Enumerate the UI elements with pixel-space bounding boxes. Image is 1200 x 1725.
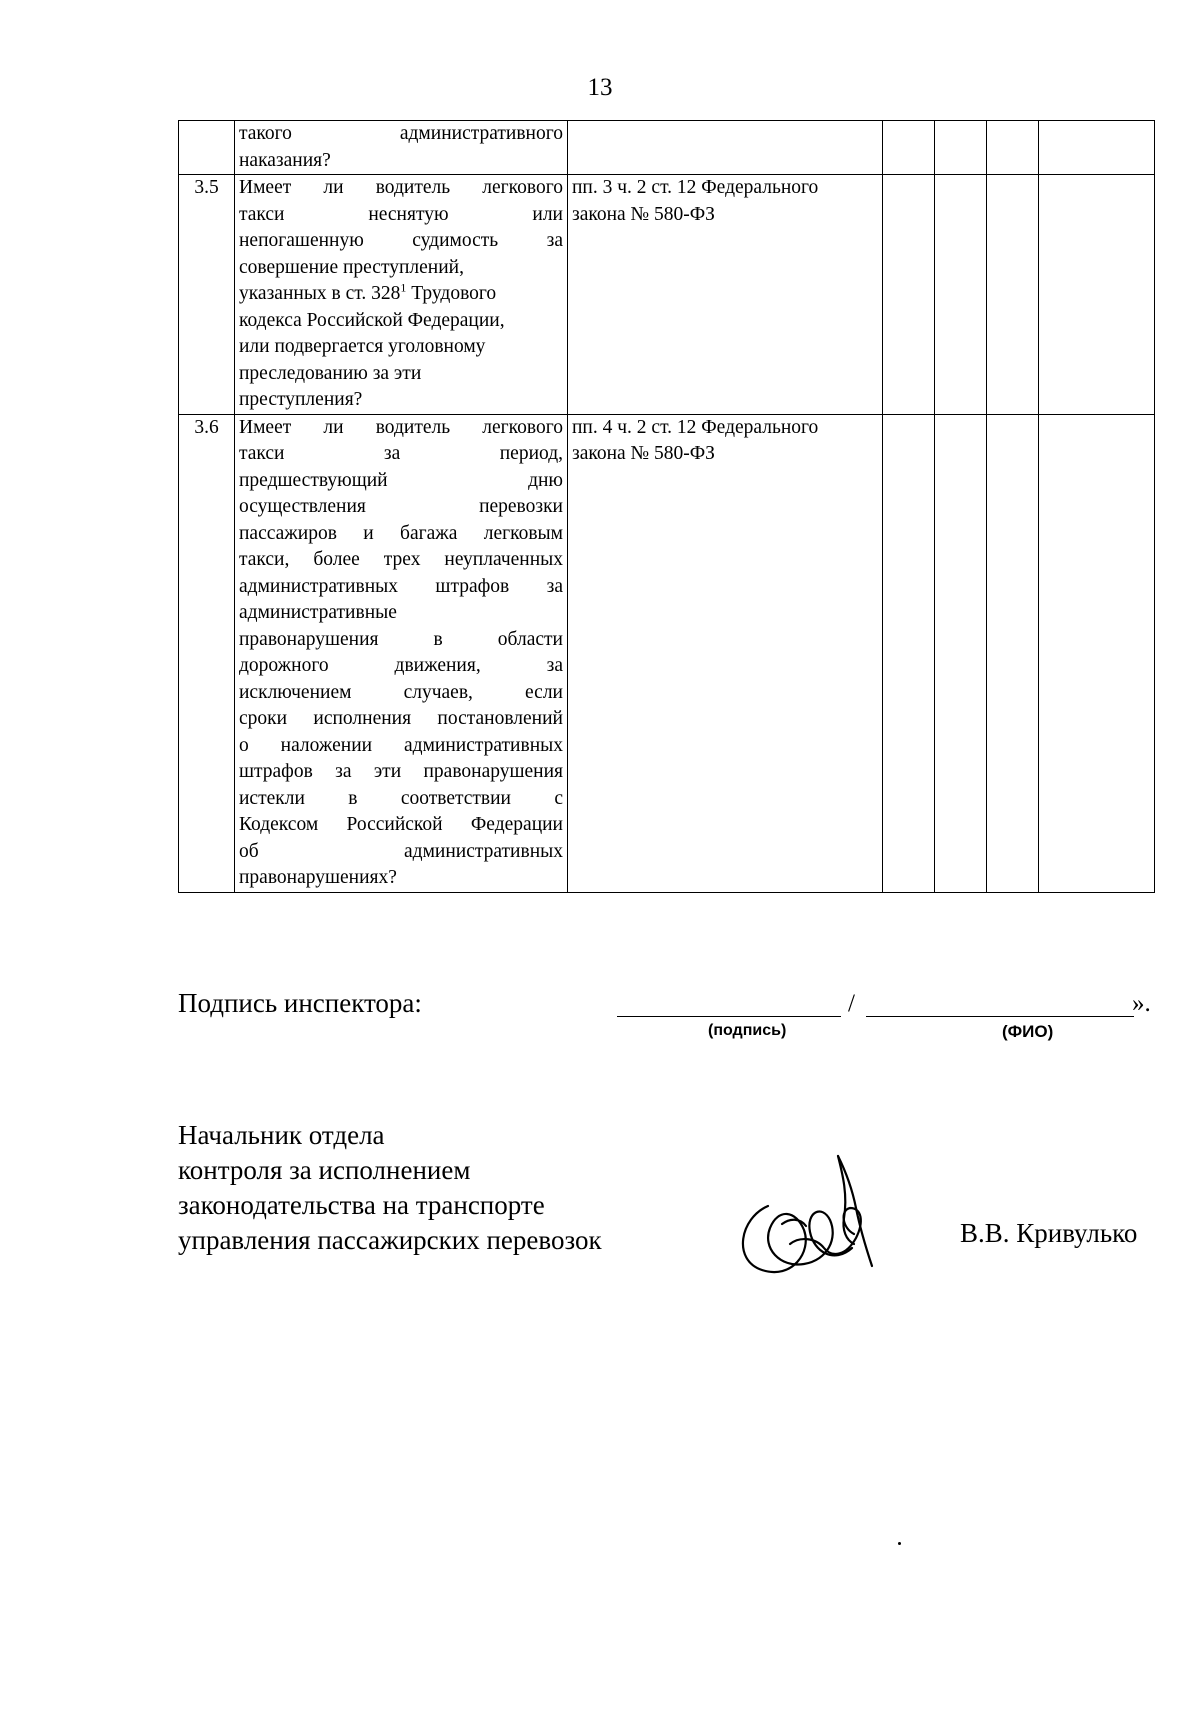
question-cell <box>235 175 568 415</box>
question-line: административных штрафов за <box>239 575 563 597</box>
table-row <box>179 414 1155 892</box>
reference-line: пп. 3 ч. 2 ст. 12 Федерального <box>572 177 819 198</box>
question-line: такси, более трех неуплаченных <box>239 549 563 570</box>
question-cell <box>235 414 568 892</box>
head-title-line: законодательства на транспорте <box>178 1190 545 1220</box>
head-title-line: Начальник отдела <box>178 1120 385 1150</box>
reference-line: закона № 580-ФЗ <box>572 443 715 464</box>
closing-quote: ». <box>1132 990 1151 1017</box>
reference-cell <box>568 414 883 892</box>
answer-cell-no <box>935 175 987 415</box>
answer-cell-na <box>987 121 1039 175</box>
question-line: о наложении административных <box>239 734 563 756</box>
reference-line: закона № 580-ФЗ <box>572 203 715 225</box>
question-line-with-superscript <box>239 281 563 308</box>
question-line: преследованию за эти <box>239 362 422 384</box>
answer-cell-yes <box>883 175 935 415</box>
answer-cell-yes <box>883 121 935 175</box>
answer-cell-no <box>935 414 987 892</box>
reference-cell <box>568 175 883 415</box>
answer-cell-yes <box>883 414 935 892</box>
table-row <box>179 121 1155 175</box>
inspector-signature-label: Подпись инспектора: <box>178 988 422 1018</box>
question-line: Кодексом Российской Федерации <box>239 814 563 835</box>
question-line: исключением случаев, если <box>239 681 563 703</box>
question-line: административные <box>239 602 397 623</box>
question-line: наказания? <box>239 149 331 171</box>
checklist-table <box>178 120 1155 893</box>
head-title-line: управления пассажирских перевозок <box>178 1225 602 1255</box>
question-line: предшествующий дню <box>239 469 563 491</box>
question-line-text: указанных в ст. 328 <box>239 283 401 304</box>
page-number: 13 <box>587 74 613 101</box>
question-line: совершение преступлений, <box>239 256 464 278</box>
question-line: истекли в соответствии с <box>239 787 563 809</box>
question-line: Имеет ли водитель легкового <box>239 177 563 198</box>
question-line: дорожного движения, за <box>239 655 563 676</box>
question-line: правонарушениях? <box>239 867 397 888</box>
head-name: В.В. Кривулько <box>960 1218 1138 1248</box>
signature-caption: (подпись) <box>708 1022 787 1039</box>
reference-cell <box>568 121 883 175</box>
question-line: такси за период, <box>239 443 563 464</box>
fio-caption: (ФИО) <box>1002 1022 1054 1041</box>
table-row <box>179 175 1155 415</box>
question-line: осуществления перевозки <box>239 496 563 517</box>
handwritten-signature <box>720 1148 900 1288</box>
question-line: Имеет ли водитель легкового <box>239 416 563 438</box>
notes-cell <box>1039 175 1155 415</box>
question-line: непогашенную судимость за <box>239 230 563 251</box>
question-line: такси неснятую или <box>239 203 563 225</box>
head-position-title <box>178 1118 602 1258</box>
notes-cell <box>1039 121 1155 175</box>
row-number <box>179 121 235 175</box>
signature-separator: / <box>848 990 855 1017</box>
question-line: сроки исполнения постановлений <box>239 708 563 729</box>
question-line: об административных <box>239 840 563 862</box>
question-line: такого административного <box>239 123 563 144</box>
question-line: преступления? <box>239 389 363 410</box>
answer-cell-na <box>987 175 1039 415</box>
fio-blank-line <box>866 1016 1134 1017</box>
head-title-line: контроля за исполнением <box>178 1155 471 1185</box>
reference-line: пп. 4 ч. 2 ст. 12 Федерального <box>572 416 819 438</box>
question-line: или подвергается уголовному <box>239 336 486 357</box>
row-number: 3.5 <box>179 175 235 415</box>
question-line: штрафов за эти правонарушения <box>239 761 563 782</box>
question-line: пассажиров и багажа легковым <box>239 522 563 544</box>
row-number: 3.6 <box>179 414 235 892</box>
question-cell <box>235 121 568 175</box>
notes-cell <box>1039 414 1155 892</box>
question-line: кодекса Российской Федерации, <box>239 309 505 331</box>
signature-blank-line <box>617 1016 841 1017</box>
stray-dot <box>898 1542 901 1545</box>
answer-cell-na <box>987 414 1039 892</box>
article-superscript: 1 <box>400 280 407 295</box>
question-line: правонарушения в области <box>239 628 563 650</box>
answer-cell-no <box>935 121 987 175</box>
question-line-text: Трудового <box>406 283 497 304</box>
